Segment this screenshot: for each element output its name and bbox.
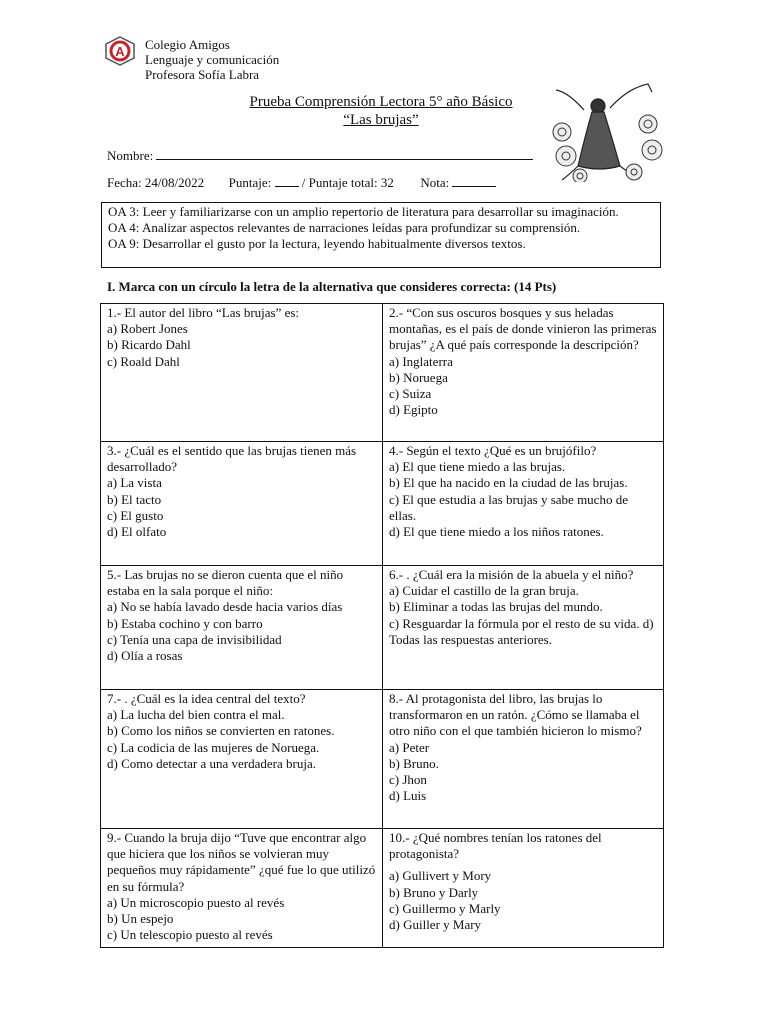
logo-letter: A bbox=[115, 44, 125, 59]
option[interactable]: a) Peter bbox=[389, 739, 430, 755]
option[interactable]: b) Como los niños se convierten en ratones. bbox=[107, 723, 335, 739]
questions-table bbox=[100, 303, 664, 948]
option[interactable]: c) Guillermo y Marly bbox=[389, 900, 501, 916]
question-3 bbox=[101, 442, 383, 566]
option[interactable]: b) Un espejo bbox=[107, 911, 174, 927]
school-logo bbox=[104, 36, 136, 66]
option[interactable]: b) El tacto bbox=[107, 491, 162, 507]
option[interactable]: b) Noruega bbox=[389, 369, 448, 385]
grade-label: Nota: bbox=[420, 175, 450, 190]
option[interactable]: c) Un telescopio puesto al revés bbox=[107, 927, 273, 943]
option[interactable]: c) Suiza bbox=[389, 386, 432, 402]
school-teacher: Profesora Sofía Labra bbox=[145, 67, 260, 82]
option[interactable]: c) El gusto bbox=[107, 507, 164, 523]
option[interactable]: d) El que tiene miedo a los niños ratones. bbox=[389, 524, 604, 540]
objectives-box bbox=[101, 202, 661, 268]
name-label: Nombre: bbox=[107, 148, 154, 163]
option[interactable]: d) Guiller y Mary bbox=[389, 917, 482, 933]
school-name: Colegio Amigos bbox=[145, 37, 230, 52]
grade-field[interactable] bbox=[452, 175, 496, 187]
option[interactable]: b) El que ha nacido en la ciudad de las brujas. bbox=[389, 475, 628, 491]
option[interactable]: d) Olía a rosas bbox=[107, 648, 183, 664]
name-row bbox=[107, 148, 533, 164]
option[interactable]: b) Estaba cochino y con barro bbox=[107, 615, 263, 631]
score-row bbox=[107, 175, 496, 191]
school-subject: Lenguaje y comunicación bbox=[145, 52, 280, 67]
question-10-stem: 10.- ¿Qué nombres tenían los ratones del protagonista? bbox=[389, 830, 602, 862]
option[interactable]: d) El olfato bbox=[107, 524, 167, 540]
question-5-stem: 5.- Las brujas no se dieron cuenta que el niño estaba en la sala porque el niño: bbox=[107, 567, 344, 599]
question-6 bbox=[383, 566, 664, 690]
option[interactable]: c) Tenía una capa de invisibilidad bbox=[107, 631, 282, 647]
question-7 bbox=[101, 690, 383, 829]
score-label: Puntaje: bbox=[228, 175, 272, 190]
question-3-stem: 3.- ¿Cuál es el sentido que las brujas tienen más desarrollado? bbox=[107, 443, 357, 475]
option[interactable]: b) Ricardo Dahl bbox=[107, 337, 191, 353]
option[interactable]: a) El que tiene miedo a las brujas. bbox=[389, 459, 566, 475]
option[interactable]: a) Gullivert y Mory bbox=[389, 868, 492, 884]
question-9 bbox=[101, 829, 383, 948]
option[interactable]: a) No se había lavado desde hacia varios días bbox=[107, 599, 343, 615]
option[interactable]: d) Como detectar a una verdadera bruja. bbox=[107, 755, 316, 771]
question-4 bbox=[383, 442, 664, 566]
option[interactable]: a) Robert Jones bbox=[107, 321, 188, 337]
section-instructions: I. Marca con un círculo la letra de la alternativa que consideres correcta: (14 Pts) bbox=[107, 279, 557, 294]
option[interactable]: a) La vista bbox=[107, 475, 162, 491]
question-1 bbox=[101, 304, 383, 442]
page-title: Prueba Comprensión Lectora 5° año Básico bbox=[249, 94, 513, 110]
objective-oa3: OA 3: Leer y familiarizarse con un amplio repertorio de literatura para desarrollar su imaginación. bbox=[108, 204, 619, 219]
school-header bbox=[145, 37, 279, 82]
question-8 bbox=[383, 690, 664, 829]
page-subtitle: “Las brujas” bbox=[343, 112, 419, 128]
option[interactable]: a) Inglaterra bbox=[389, 353, 453, 369]
option[interactable]: c) Jhon bbox=[389, 772, 427, 788]
option[interactable]: b) Eliminar a todas las brujas del mundo. bbox=[389, 599, 603, 615]
option[interactable]: c) El que estudia a las brujas y sabe mucho de ellas. bbox=[389, 491, 628, 523]
question-5 bbox=[101, 566, 383, 690]
question-2-stem: 2.- “Con sus oscuros bosques y sus heladas montañas, es el país de donde vinieron las primeras brujas” ¿A qué país corresponde la descripción? bbox=[389, 305, 657, 353]
option[interactable]: c) Roald Dahl bbox=[107, 353, 180, 369]
question-6-stem: 6.- . ¿Cuál era la misión de la abuela y el niño? bbox=[389, 567, 634, 582]
objective-oa9: OA 9: Desarrollar el gusto por la lectura, leyendo habitualmente diversos textos. bbox=[108, 236, 526, 251]
option[interactable]: d) Egipto bbox=[389, 402, 438, 418]
score-field[interactable] bbox=[275, 175, 299, 187]
name-field[interactable] bbox=[156, 148, 533, 160]
question-8-stem: 8.- Al protagonista del libro, las brujas lo transformaron en un ratón. ¿Cómo se llamaba el otro niño con el que también hicieron lo mismo? bbox=[389, 691, 642, 739]
option[interactable]: c) Resguardar la fórmula por el resto de su vida. d) Todas las respuestas anteriores. bbox=[389, 615, 654, 647]
question-10 bbox=[383, 829, 664, 948]
question-4-stem: 4.- Según el texto ¿Qué es un brujófilo? bbox=[389, 443, 597, 458]
option[interactable]: a) Un microscopio puesto al revés bbox=[107, 894, 285, 910]
option[interactable]: d) Luis bbox=[389, 788, 427, 804]
option[interactable]: c) La codicia de las mujeres de Noruega. bbox=[107, 739, 320, 755]
question-9-stem: 9.- Cuando la bruja dijo “Tuve que encontrar algo que hiciera que los niños se volvieran muy pequeños muy rápidamente” ¿qué fue lo que utilizó en su fórmula? bbox=[107, 830, 376, 894]
question-1-stem: 1.- El autor del libro “Las brujas” es: bbox=[107, 305, 300, 320]
question-7-stem: 7.- . ¿Cuál es la idea central del texto? bbox=[107, 691, 306, 706]
option[interactable]: a) Cuidar el castillo de la gran bruja. bbox=[389, 583, 579, 599]
witch-illustration bbox=[548, 80, 670, 182]
option[interactable]: a) La lucha del bien contra el mal. bbox=[107, 707, 285, 723]
option[interactable]: b) Bruno. bbox=[389, 755, 439, 771]
question-2 bbox=[383, 304, 664, 442]
option[interactable]: b) Bruno y Darly bbox=[389, 884, 479, 900]
date-label: Fecha: 24/08/2022 bbox=[107, 175, 205, 190]
total-score-label: / Puntaje total: 32 bbox=[301, 175, 394, 190]
objective-oa4: OA 4: Analizar aspectos relevantes de narraciones leídas para profundizar su comprensión. bbox=[108, 220, 581, 235]
